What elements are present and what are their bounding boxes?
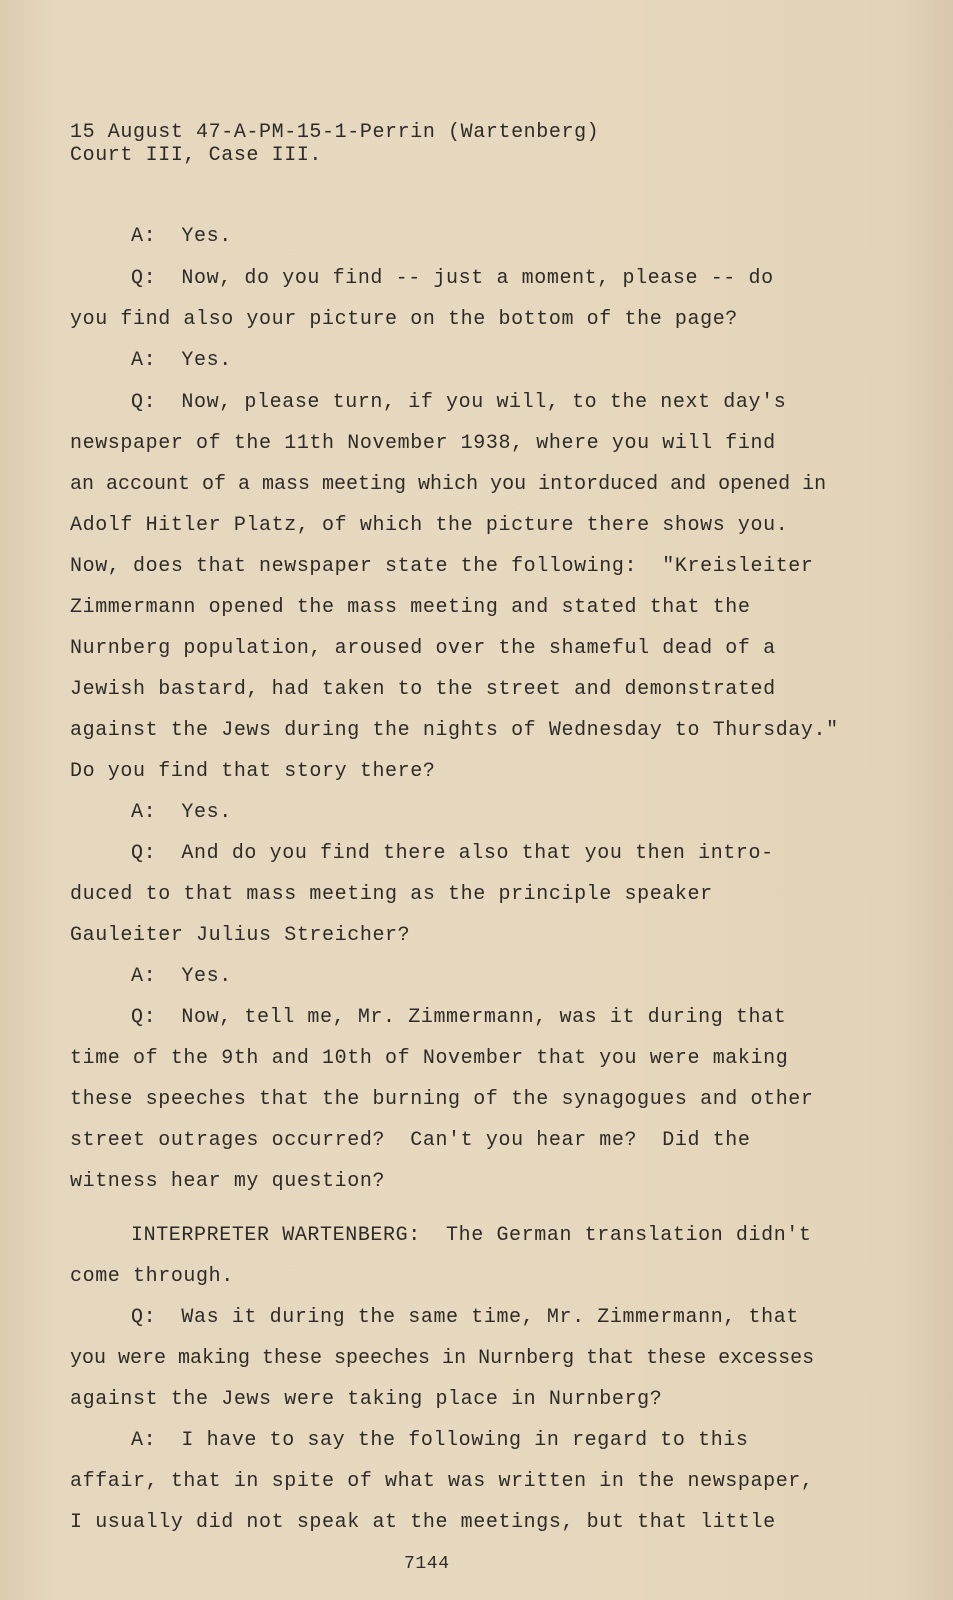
text-line: newspaper of the 11th November 1938, where you will find — [70, 432, 776, 455]
text-line: affair, that in spite of what was written in the newspaper, — [70, 1470, 814, 1493]
text-line: witness hear my question? — [70, 1170, 386, 1193]
text-line: A: I have to say the following in regard to this — [131, 1429, 749, 1452]
text-line: Q: Was it during the same time, Mr. Zimmermann, that — [131, 1306, 799, 1329]
header-line-1: 15 August 47-A-PM-15-1-Perrin (Wartenberg) — [70, 121, 600, 144]
text-line: INTERPRETER WARTENBERG: The German translation didn't — [131, 1224, 812, 1247]
text-line: Q: Now, tell me, Mr. Zimmermann, was it during that — [131, 1006, 787, 1029]
text-line: an account of a mass meeting which you intorduced and opened in — [70, 473, 827, 496]
text-line: Now, does that newspaper state the following: "Kreisleiter — [70, 555, 814, 578]
text-line: Gauleiter Julius Streicher? — [70, 924, 411, 947]
text-line: you were making these speeches in Nurnberg that these excesses — [70, 1347, 815, 1370]
text-line: these speeches that the burning of the synagogues and other — [70, 1088, 814, 1111]
text-line: Jewish bastard, had taken to the street and demonstrated — [70, 678, 776, 701]
text-line: Q: Now, do you find -- just a moment, please -- do — [131, 267, 774, 290]
page-number: 7144 — [404, 1554, 450, 1574]
text-line: come through. — [70, 1265, 234, 1288]
text-line: Nurnberg population, aroused over the shameful dead of a — [70, 637, 776, 660]
text-line: you find also your picture on the bottom of the page? — [70, 308, 738, 331]
text-line: A: Yes. — [131, 965, 232, 988]
text-line: Q: Now, please turn, if you will, to the next day's — [131, 391, 787, 414]
text-line: A: Yes. — [131, 349, 232, 372]
text-line: duced to that mass meeting as the principle speaker — [70, 883, 713, 906]
text-line: time of the 9th and 10th of November that you were making — [70, 1047, 789, 1070]
text-line: I usually did not speak at the meetings, but that little — [70, 1511, 776, 1534]
text-line: Q: And do you find there also that you then intro- — [131, 842, 774, 865]
text-line: Zimmermann opened the mass meeting and stated that the — [70, 596, 751, 619]
text-line: against the Jews during the nights of Wednesday to Thursday." — [70, 719, 839, 742]
text-line: A: Yes. — [131, 225, 232, 248]
text-line: Do you find that story there? — [70, 760, 436, 783]
text-line: A: Yes. — [131, 801, 232, 824]
text-line: against the Jews were taking place in Nurnberg? — [70, 1388, 663, 1411]
text-line: Adolf Hitler Platz, of which the picture there shows you. — [70, 514, 789, 537]
header-line-2: Court III, Case III. — [70, 144, 323, 167]
text-line: street outrages occurred? Can't you hear me? Did the — [70, 1129, 751, 1152]
